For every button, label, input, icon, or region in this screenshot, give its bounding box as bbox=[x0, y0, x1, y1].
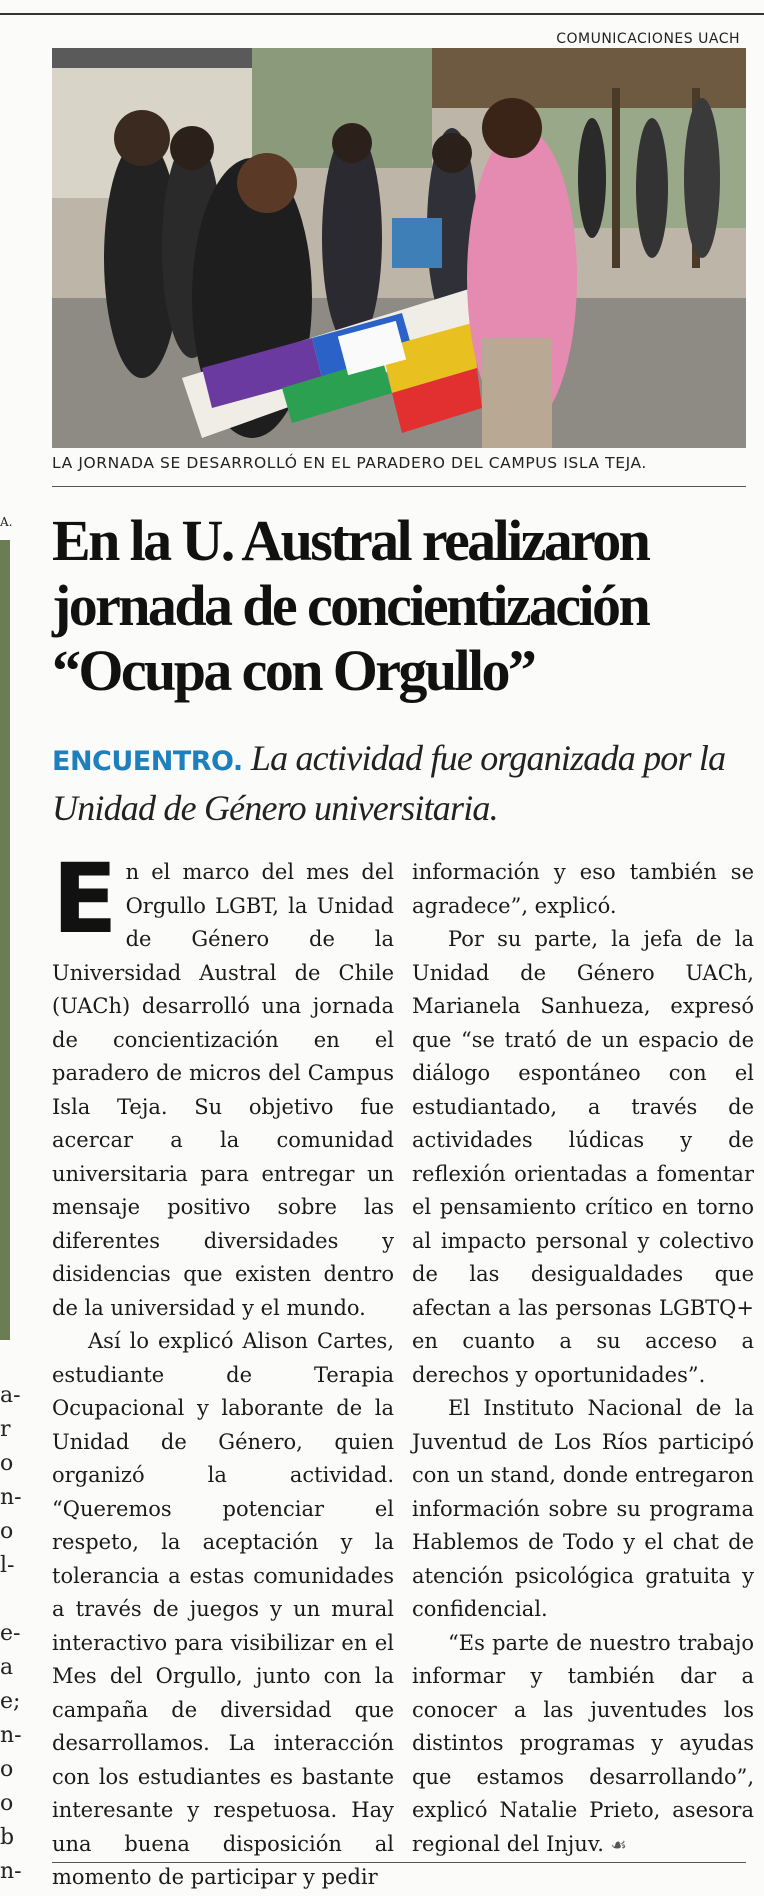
kicker-label: ENCUENTRO. bbox=[52, 746, 243, 777]
adjacent-fragment: l- bbox=[0, 1553, 15, 1578]
adjacent-fragment: n- bbox=[0, 1485, 22, 1510]
body-paragraph-1: n el marco del mes del Orgullo LGBT, la Unidad de Género de la Universidad Austral de Chile (UACh) desarrolló una jornada de concientización en el paradero de micros del Campus Isla Teja. Su objetivo fue acercar a la comunidad universitaria para entregar un mensaje positivo sobre las diferentes diversidades y disidencias que existen dentro de la universidad y el mundo. bbox=[52, 860, 394, 1320]
adjacent-fragment: a bbox=[0, 1655, 14, 1680]
top-rule bbox=[0, 13, 764, 15]
adjacent-article-photo-edge bbox=[0, 540, 10, 1340]
adjacent-fragment: a- bbox=[0, 1383, 21, 1408]
body-column-1 bbox=[52, 843, 394, 1895]
adjacent-fragment: o bbox=[0, 1451, 14, 1476]
body-paragraph-3: Por su parte, la jefa de la Unidad de Género UACh, Marianela Sanhueza, expresó que “se trató de un espacio de diálogo espontáneo con el estudiantado, a través de actividades lúdicas y de reflexión orientadas a fomentar el pensamiento crítico en torno al impacto personal y colectivo de las desigualdades que afectan a las personas LGBTQ+ en cuanto a su acceso a derechos y oportunidades”. bbox=[412, 927, 754, 1387]
photo-caption: LA JORNADA SE DESARROLLÓ EN EL PARADERO DEL CAMPUS ISLA TEJA. bbox=[52, 454, 647, 472]
article-photo bbox=[52, 48, 746, 448]
caption-separator bbox=[52, 486, 746, 487]
adjacent-fragment: r bbox=[0, 1417, 11, 1442]
adjacent-fragment: e; bbox=[0, 1689, 21, 1714]
adjacent-fragment: n- bbox=[0, 1859, 22, 1884]
body-paragraph-2-part-1: Así lo explicó Alison Cartes, estudiante de Terapia Ocupacional y laborante de la Unidad de Género, quien organizó la actividad. “Queremos potenciar el respeto, la aceptación y la tolerancia a estas comunidades a través de juegos y un mural interactivo para visibilizar en el Mes del Orgullo, junto con la campaña de diversidad que desarrollamos. La interacción con los estudiantes es bastante interesante y respetuosa. Hay una buena disposición al momento de participar y pedir bbox=[52, 1329, 394, 1889]
body-paragraph-5: “Es parte de nuestro trabajo informar y también dar a conocer a las juventudes los distintos programas y ayudas que estamos desarrollando”, explicó Natalie Prieto, asesora regional del Injuv. bbox=[412, 1630, 754, 1856]
adjacent-fragment: b bbox=[0, 1825, 15, 1850]
body-paragraph-2-part-2: información y eso también se agradece”, explicó. bbox=[412, 860, 754, 918]
headline: En la U. Austral realizaron jornada de concientización “Ocupa con Orgullo” bbox=[52, 508, 649, 703]
adjacent-fragment: o bbox=[0, 1519, 14, 1544]
drop-cap: E bbox=[52, 843, 118, 955]
photo-credit: COMUNICACIONES UACH bbox=[556, 31, 740, 47]
adjacent-fragment: n- bbox=[0, 1723, 22, 1748]
adjacent-fragment: A. bbox=[0, 515, 13, 529]
deck-text: La actividad fue organizada por la Unidad de Género universitaria. bbox=[52, 738, 726, 828]
adjacent-fragment: o bbox=[0, 1791, 14, 1816]
bottom-rule bbox=[52, 1862, 746, 1863]
body-paragraph-4: El Instituto Nacional de la Juventud de Los Ríos participó con un stand, donde entregaron información sobre su programa Hablemos de Todo y el chat de atención psicológica gratuita y confidencial. bbox=[412, 1396, 754, 1621]
deck bbox=[52, 735, 752, 832]
end-mark-icon: ☙ bbox=[610, 1834, 627, 1856]
adjacent-fragment: e- bbox=[0, 1621, 21, 1646]
body-column-2 bbox=[412, 856, 754, 1862]
adjacent-fragment: o bbox=[0, 1757, 14, 1782]
